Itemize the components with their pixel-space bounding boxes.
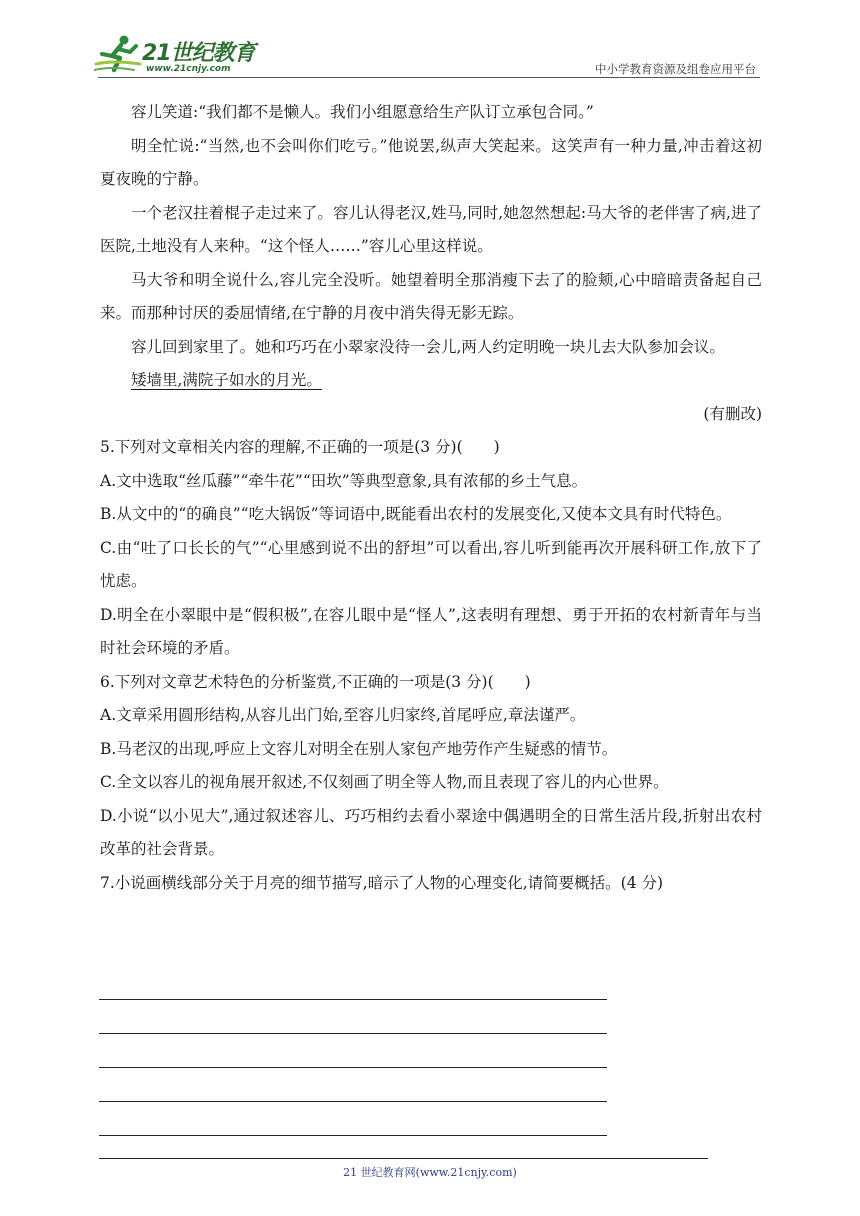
- answer-line[interactable]: [99, 1101, 607, 1102]
- passage-paragraph: 明全忙说:“当然,也不会叫你们吃亏。”他说罢,纵声大笑起来。这笑声有一种力量,冲击着这初夏夜晚的宁静。: [100, 136, 762, 188]
- question-5-option-a[interactable]: A.文中选取“丝瓜藤”“牵牛花”“田坎”等典型意象,具有浓郁的乡土气息。: [100, 471, 588, 490]
- logo-url: www.21cnjy.com: [146, 64, 231, 74]
- passage-paragraph: 马大爷和明全说什么,容儿完全没听。她望着明全那消瘦下去了的脸颊,心中暗暗责备起自己来。而那种讨厌的委屈情绪,在宁静的月夜中消失得无影无踪。: [100, 270, 762, 322]
- question-5-option-b[interactable]: B.从文中的“的确良”“吃大锅饭”等词语中,既能看出农村的发展变化,又使本文具有时代特色。: [100, 505, 732, 523]
- passage-paragraph: 容儿回到家里了。她和巧巧在小翠家没待一会儿,两人约定明晚一块儿去大队参加会议。: [131, 337, 725, 356]
- underlined-passage-line: [100, 364, 762, 398]
- question-5-option-c[interactable]: C.由“吐了口长长的气”“心里感到说不出的舒坦”可以看出,容儿听到能再次开展科研工作,放下了忧虑。: [100, 538, 762, 590]
- runner-logo-icon: [94, 34, 142, 76]
- page-header: [0, 0, 860, 82]
- site-logo[interactable]: [94, 34, 264, 78]
- answer-line[interactable]: [99, 999, 607, 1000]
- answer-line[interactable]: [99, 1067, 607, 1068]
- question-7-stem: 7.小说画横线部分关于月亮的细节描写,暗示了人物的心理变化,请简要概括。(4 分): [100, 873, 664, 892]
- passage-paragraph: 容儿笑道:“我们都不是懒人。我们小组愿意给生产队订立承包合同。”: [131, 103, 594, 121]
- answer-area[interactable]: [99, 999, 607, 1169]
- underlined-sentence: 矮墙里,满院子如水的月光。: [131, 371, 322, 389]
- question-5-option-d[interactable]: D.明全在小翠眼中是“假积极”,在容儿眼中是“怪人”,这表明有理想、勇于开拓的农村新青年与当时社会环境的矛盾。: [100, 605, 762, 657]
- passage-paragraph: 一个老汉拄着棍子走过来了。容儿认得老汉,姓马,同时,她忽然想起:马大爷的老伴害了病,进了医院,土地没有人来种。“这个怪人……”容儿心里这样说。: [100, 203, 762, 255]
- platform-name: 中小学教育资源及组卷应用平台: [595, 62, 756, 76]
- question-5-stem: 5.下列对文章相关内容的理解,不正确的一项是(3 分)( ): [100, 438, 500, 456]
- footer-divider: [99, 1158, 708, 1159]
- question-6-option-a[interactable]: A.文章采用圆形结构,从容儿出门始,至容儿归家终,首尾呼应,章法谨严。: [100, 706, 586, 724]
- source-note: (有删改): [703, 404, 762, 423]
- question-6-option-b[interactable]: B.马老汉的出现,呼应上文容儿对明全在别人家包产地劳作产生疑惑的情节。: [100, 739, 618, 758]
- answer-line[interactable]: [99, 1033, 607, 1034]
- question-6-stem: 6.下列对文章艺术特色的分析鉴赏,不正确的一项是(3 分)( ): [100, 672, 531, 691]
- logo-wordmark: 21世纪教育: [142, 41, 255, 66]
- question-6-option-d[interactable]: D.小说“以小见大”,通过叙述容儿、巧巧相约去看小翠途中偶遇明全的日常生活片段,折射出农村改革的社会背景。: [100, 806, 762, 858]
- answer-line[interactable]: [99, 1135, 607, 1136]
- header-divider: [98, 77, 760, 78]
- footer-text[interactable]: 21 世纪教育网(www.21cnjy.com): [343, 1166, 517, 1179]
- question-6-option-c[interactable]: C.全文以容儿的视角展开叙述,不仅刻画了明全等人物,而且表现了容儿的内心世界。: [100, 773, 669, 791]
- document-body: [100, 96, 762, 900]
